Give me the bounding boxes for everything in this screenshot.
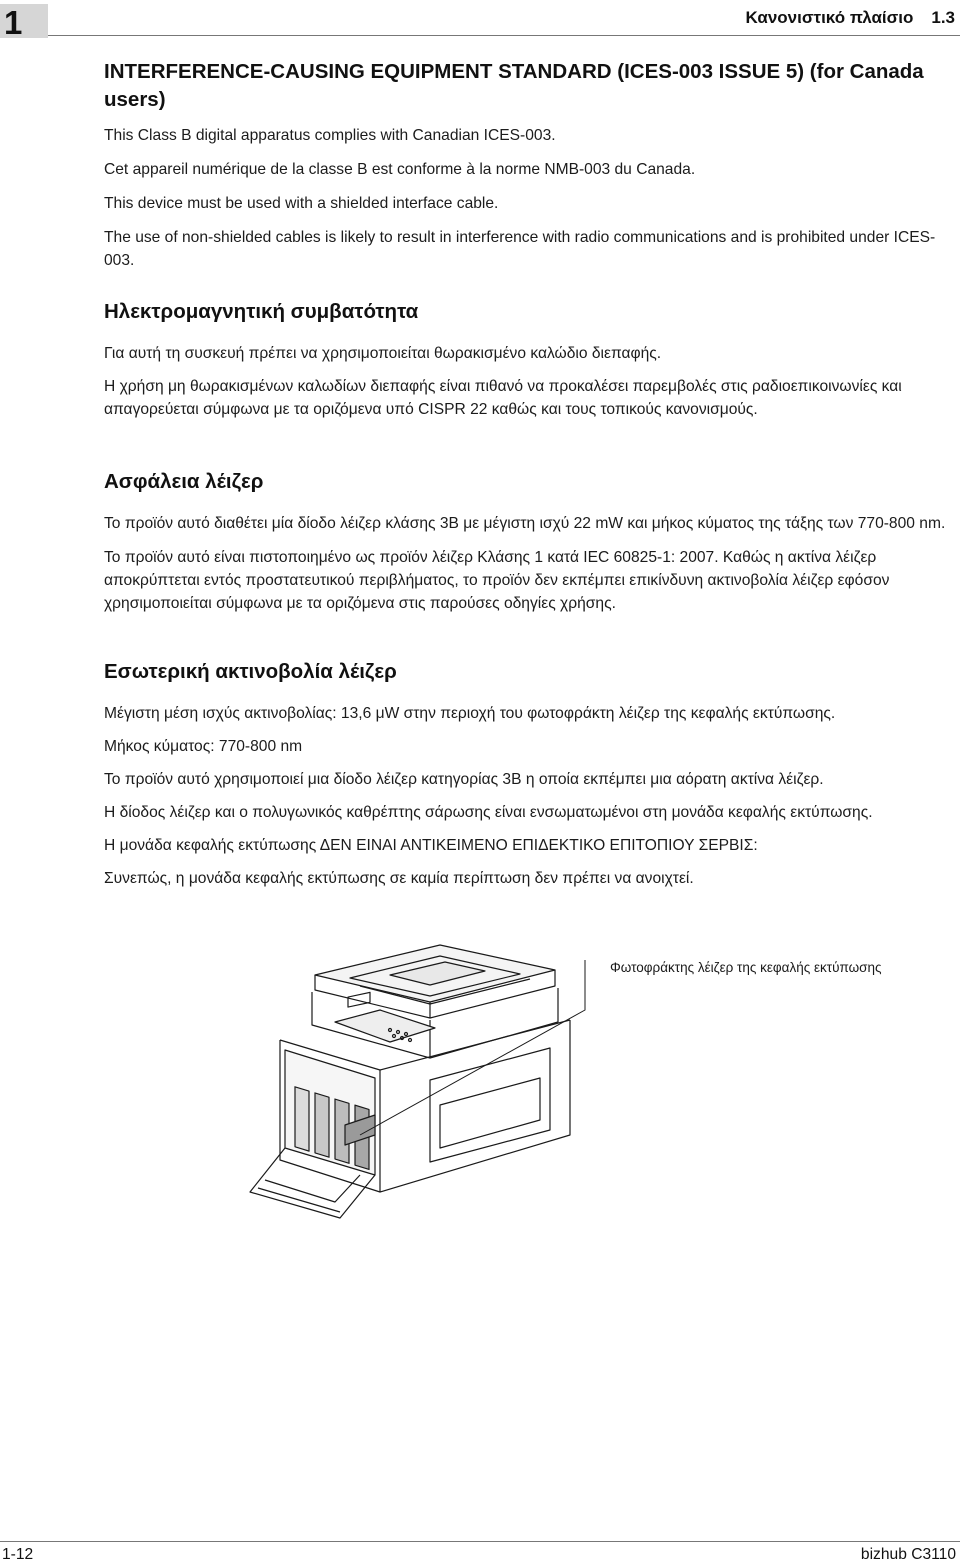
emc-paragraph-1: Για αυτή τη συσκευή πρέπει να χρησιμοποιείται θωρακισμένο καλώδιο διεπαφής. xyxy=(104,345,662,362)
section-title-emc: Ηλεκτρομαγνητική συμβατότητα xyxy=(104,300,419,323)
figure-callout-label: Φωτοφράκτης λέιζερ της κεφαλής εκτύπωσης xyxy=(610,960,882,975)
laser-paragraph-1: Το προϊόν αυτό διαθέτει μία δίοδο λέιζερ κλάσης 3B με μέγιστη ισχύ 22 mW και μήκος κύματος της τάξης των 770-800 nm. xyxy=(104,515,946,532)
internal-paragraph-3: Το προϊόν αυτό χρησιμοποιεί μια δίοδο λέιζερ κατηγορίας 3B η οποία εκπέμπει μια αόρατη ακτίνα λέιζερ. xyxy=(104,771,824,788)
internal-paragraph-2: Μήκος κύματος: 770-800 nm xyxy=(104,738,303,755)
emc-paragraph-2: Η χρήση μη θωρακισμένων καλωδίων διεπαφής είναι πιθανό να προκαλέσει παρεμβολές στις ραδιοεπικοινωνίες και απαγορεύεται σύμφωνα με τα οριζόμενα υπό CISPR 22 καθώς και τους τοπικούς κανονισμούς. xyxy=(104,378,902,418)
ices-paragraph-3: This device must be used with a shielded interface cable. xyxy=(104,195,499,212)
laser-paragraph-2: Το προϊόν αυτό είναι πιστοποιημένο ως προϊόν λέιζερ Κλάσης 1 κατά IEC 60825-1: 2007. Καθώς η ακτίνα λέιζερ αποκρύπτεται εντός προστατευτικού περιβλήματος, το προϊόν δεν εκπέμπει επικίνδυνη ακτινοβολία λέιζερ εφόσον χρησιμοποιείται σύμφωνα με τα οριζόμενα στις παρούσες οδηγίες χρήσης. xyxy=(104,549,890,612)
page-number: 1-12 xyxy=(2,1546,34,1563)
section-number: 1.3 xyxy=(931,8,955,27)
ices-paragraph-1: This Class B digital apparatus complies with Canadian ICES-003. xyxy=(104,127,556,144)
chapter-number: 1 xyxy=(4,4,23,41)
internal-paragraph-6: Συνεπώς, η μονάδα κεφαλής εκτύπωσης σε καμία περίπτωση δεν πρέπει να ανοιχτεί. xyxy=(104,870,694,887)
running-title: Κανονιστικό πλαίσιο xyxy=(745,8,914,27)
section-title-ices: INTERFERENCE-CAUSING EQUIPMENT STANDARD (ICES-003 ISSUE 5) (for Canada users) xyxy=(104,60,924,111)
product-name: bizhub C3110 xyxy=(860,1546,956,1563)
section-laser xyxy=(104,468,956,625)
internal-paragraph-1: Μέγιστη μέση ισχύς ακτινοβολίας: 13,6 μW στην περιοχή του φωτοφράκτη λέιζερ της κεφαλής εκτύπωσης. xyxy=(104,705,836,722)
internal-paragraph-4: Η δίοδος λέιζερ και ο πολυγωνικός καθρέπτης σάρωσης είναι ενσωματωμένοι στη μονάδα κεφαλής εκτύπωσης. xyxy=(104,804,873,821)
ices-paragraph-4: The use of non-shielded cables is likely to result in interference with radio communications and is prohibited under ICES-003. xyxy=(104,229,936,269)
footer-rule xyxy=(0,1541,960,1542)
section-title-laser: Ασφάλεια λέιζερ xyxy=(104,470,264,493)
section-emc xyxy=(104,298,956,431)
section-ices xyxy=(104,58,956,272)
running-head xyxy=(746,8,956,28)
header-rule xyxy=(48,35,960,36)
page-content xyxy=(104,58,956,887)
internal-paragraph-5: Η μονάδα κεφαλής εκτύπωσης ΔΕΝ ΕΙΝΑΙ ΑΝΤΙΚΕΙΜΕΝΟ ΕΠΙΔΕΚΤΙΚΟ ΕΠΙΤΟΠΙΟΥ ΣΕΡΒΙΣ: xyxy=(104,837,758,854)
section-internal-laser xyxy=(104,658,956,900)
section-title-internal: Εσωτερική ακτινοβολία λέιζερ xyxy=(104,660,397,683)
ices-paragraph-2: Cet appareil numérique de la classe B est conforme à la norme NMB-003 du Canada. xyxy=(104,161,696,178)
